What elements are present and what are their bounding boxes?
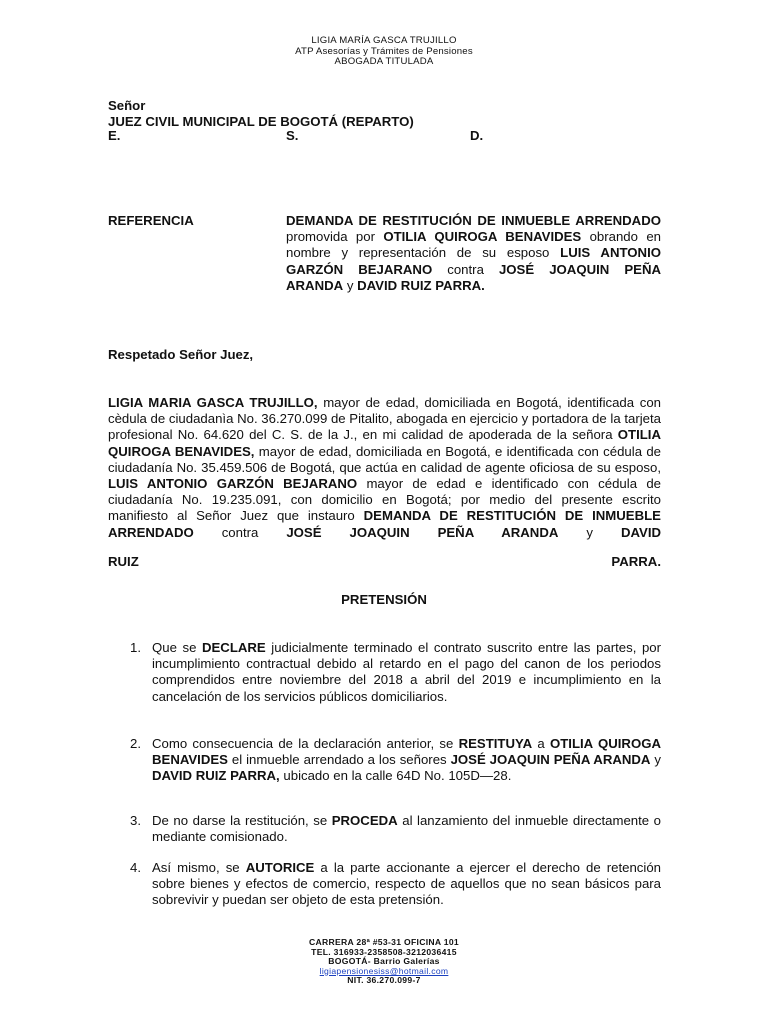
letterhead: [0, 36, 768, 68]
ref-part: DAVID RUIZ PARRA.: [357, 277, 485, 293]
list-item: [130, 640, 661, 705]
body-part: contra: [193, 524, 287, 540]
footer-phone: TEL. 316933-2358508-3212036415: [311, 946, 457, 957]
item-part: De no darse la restitución, se: [152, 813, 332, 828]
ref-part: JOSÉ JOAQUIN PEÑA ARANDA: [286, 261, 661, 293]
item-part: Así mismo, se: [152, 860, 246, 875]
footer-address: CARRERA 28ª #53-31 OFICINA 101: [308, 937, 460, 947]
ref-part: contra: [432, 261, 499, 277]
list-item-number: 2.: [130, 736, 141, 751]
item-part: a la parte accionante a ejercer el derecho de retención sobre bienes y efectos de comercio, respecto de aquellos que no sean básicos para sobrevivir y puedan ser objeto de esta pretensión.: [152, 860, 661, 908]
body-part: OTILIA QUIROGA BENAVIDES,: [108, 427, 661, 459]
list-item-text: [152, 736, 661, 785]
addressee-block: [108, 98, 661, 130]
item-part: DAVID RUIZ PARRA,: [152, 768, 280, 784]
body-part: LIGIA MARIA GASCA TRUJILLO,: [108, 395, 318, 410]
list-item-number: 3.: [130, 813, 141, 828]
reference-label: REFERENCIA: [108, 213, 194, 228]
ref-part: promovida por: [286, 229, 384, 245]
ref-part: OTILIA QUIROGA BENAVIDES: [383, 229, 582, 245]
item-part: JOSÉ JOAQUIN PEÑA ARANDA: [450, 752, 651, 768]
ref-part: DEMANDA DE RESTITUCIÓN DE INMUEBLE ARRENDADO: [286, 213, 661, 228]
footer-nit: NIT. 36.270.099-7: [347, 975, 421, 986]
footer-email-link[interactable]: ligiapensionesiss@hotmail.com: [319, 965, 449, 976]
body-part: RUIZ: [108, 554, 139, 569]
item-part: al lanzamiento del inmueble directamente o mediante comisionado.: [152, 813, 661, 845]
item-part: a: [532, 736, 550, 751]
item-part: AUTORICE: [245, 860, 315, 875]
reference-text: [286, 213, 661, 294]
footer: [0, 938, 768, 986]
letterhead-name: LIGIA MARÍA GASCA TRUJILLO: [311, 35, 457, 46]
item-part: DECLARE: [201, 640, 266, 655]
item-part: judicialmente terminado el contrato suscrito entre las partes, por incumplimiento contractual debido al retardo en el pago del canon de los periodos comprendidos entre noviembre del 2018 a abril del 2019 e incumplimiento en la cancelación de los servicios públicos domiciliarios.: [152, 640, 662, 704]
body-part: DAVID: [620, 524, 662, 540]
body-part: JOSÉ JOAQUIN PEÑA ARANDA: [286, 524, 559, 540]
list-item: [130, 860, 661, 909]
addressee-s: S.: [286, 128, 299, 143]
item-part: Como consecuencia de la declaración anterior, se: [152, 736, 459, 751]
item-part: Que se: [152, 640, 202, 655]
greeting: Respetado Señor Juez,: [108, 347, 254, 362]
body-part: DEMANDA DE RESTITUCIÓN DE INMUEBLE ARRENDADO: [108, 508, 661, 540]
body-part: PARRA.: [611, 554, 661, 569]
footer-city: BOGOTÁ- Barrio Galerías: [328, 956, 440, 967]
body-part: LUIS ANTONIO GARZÓN BEJARANO: [108, 476, 358, 492]
body-part: y: [558, 524, 621, 540]
ref-part: LUIS ANTONIO GARZÓN BEJARANO: [286, 245, 662, 277]
list-item-text: [152, 640, 661, 705]
list-item-number: 1.: [130, 640, 141, 655]
item-part: ubicado en la calle 64D No. 105D—28.: [279, 768, 512, 784]
item-part: RESTITUYA: [458, 736, 533, 751]
letterhead-firm: ATP Asesorías y Trámites de Pensiones: [295, 45, 473, 57]
list-item-text: [152, 813, 661, 845]
list-item: [130, 736, 661, 785]
addressee-salutation: Señor: [108, 98, 146, 113]
list-item-text: [152, 860, 661, 909]
list-item: [130, 813, 661, 845]
addressee-d: D.: [470, 128, 484, 143]
item-part: y: [650, 752, 661, 768]
item-part: PROCEDA: [331, 813, 398, 828]
body-part: mayor de edad, domiciliada en Bogotá, identificada con cèdula de ciudadanìa No. 36.270.099 de Pitalito, abogada en ejercicio y portadora de la tarjeta profesional No. 64.620 del C. S. de la J., en mi calidad de apoderada de la señora: [108, 395, 661, 443]
body-part: mayor de edad e identificado con cédula de ciudadanía No. 19.235.091, con domicilio en Bogotá; por medio del presente escrito manifiesto al Señor Juez que instauro: [108, 476, 661, 524]
ref-part: obrando en nombre y representación de su esposo: [286, 229, 661, 261]
letterhead-title: ABOGADA TITULADA: [334, 56, 434, 67]
ref-part: y: [343, 277, 358, 293]
list-item-number: 4.: [130, 860, 141, 875]
item-part: OTILIA QUIROGA BENAVIDES: [152, 736, 661, 768]
addressee-court: JUEZ CIVIL MUNICIPAL DE BOGOTÁ (REPARTO): [108, 114, 414, 129]
section-title: PRETENSIÓN: [341, 592, 427, 607]
body-last-line: [108, 554, 661, 569]
body-paragraph: [108, 395, 661, 541]
item-part: el inmueble arrendado a los señores: [227, 752, 451, 768]
body-part: mayor de edad, domiciliada en Bogotá, e identificada con cédula de ciudadanía No. 35.459.506 de Bogotá, que actúa en calidad de agente oficiosa de su esposo,: [108, 443, 661, 475]
addressee-e: E.: [108, 128, 121, 143]
